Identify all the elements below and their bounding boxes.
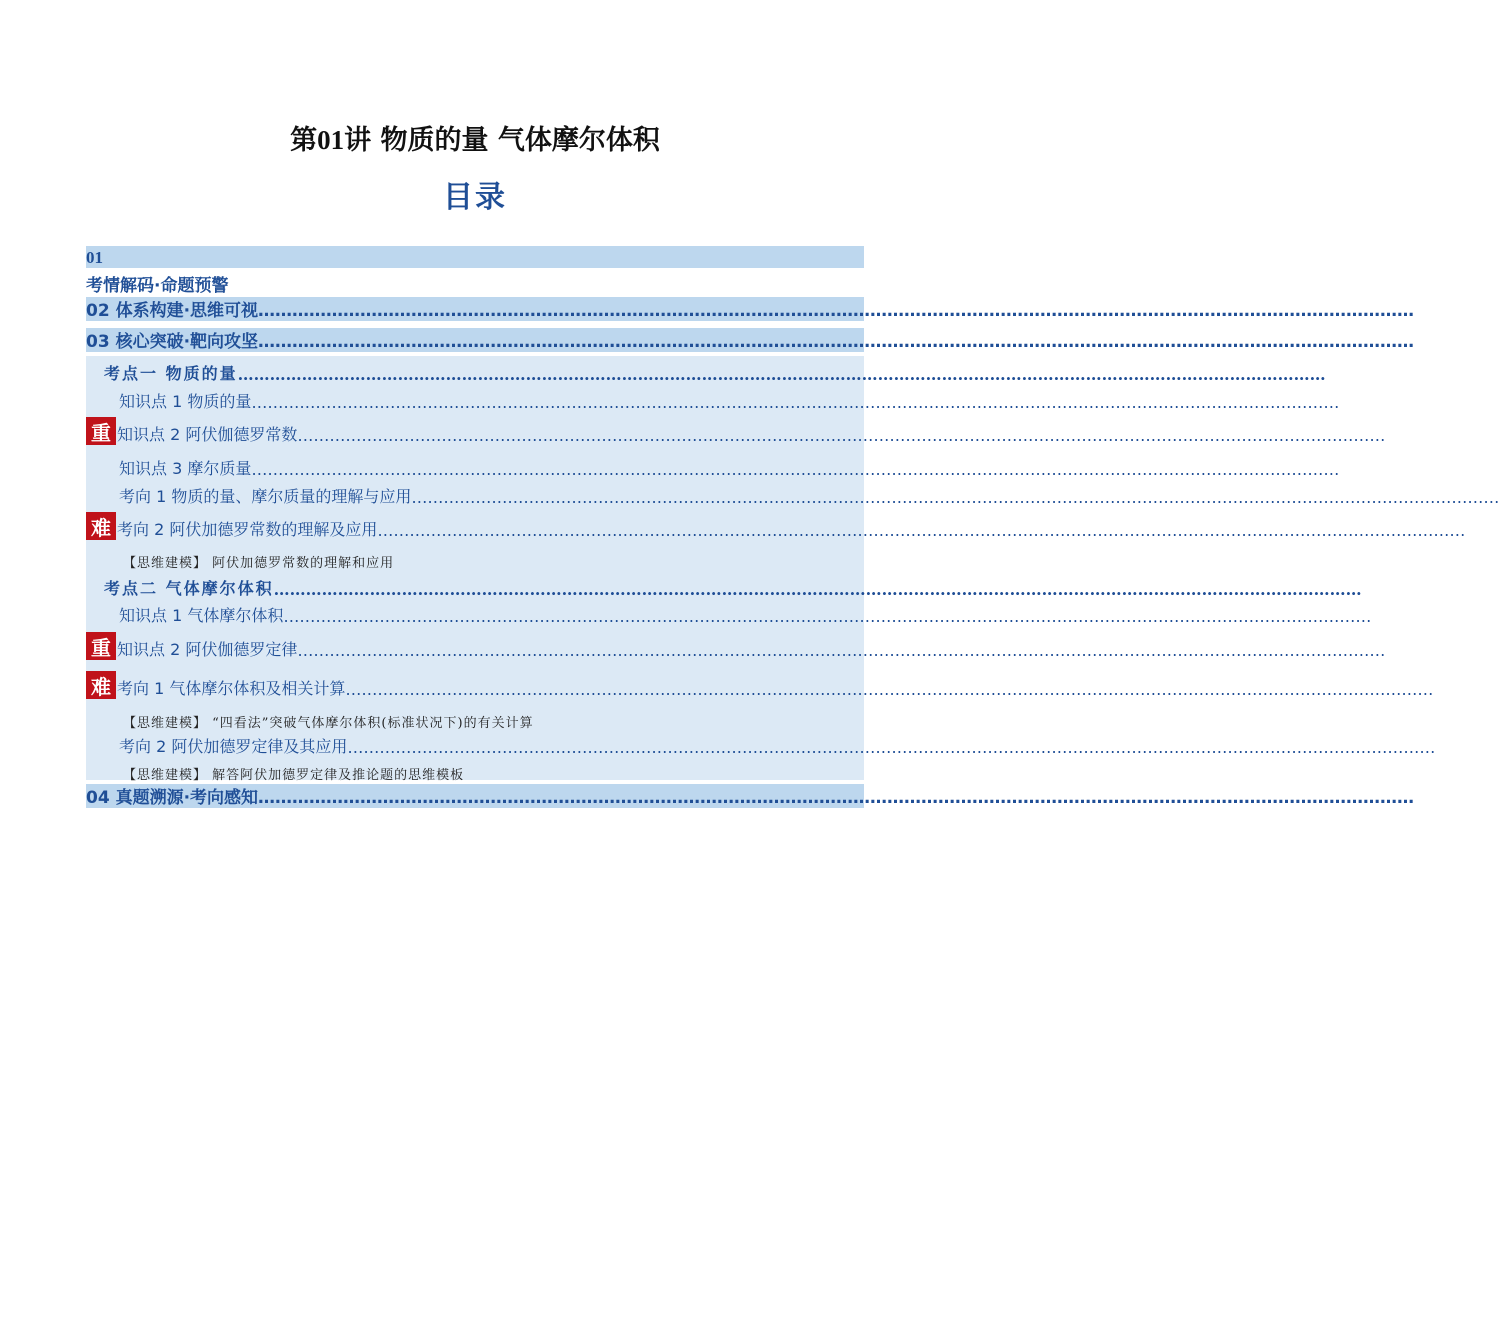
toc-kaodian-2[interactable]: 考点二 气体摩尔体积 …………………………………………………………………………………………………………………………………………………………………………………… (104, 579, 1362, 599)
leader-dots: …………………………………………………………………………………………………………………………………………………………………………………… (283, 607, 1372, 626)
leader-dots: …………………………………………………………………………………………………………………………………………………………………………………… (251, 460, 1340, 479)
toc-heading: 目录 (443, 180, 507, 215)
toc-kd2-zhishidian-1[interactable]: 知识点 1 气体摩尔体积 …………………………………………………………………………………………………………………………………………………………………………………… (119, 606, 1372, 626)
title-text: 讲 物质的量 气体摩尔体积 (344, 125, 660, 156)
toc-item-02[interactable]: 02 体系构建·思维可视 …………………………………………………………………………………………………………………………………………………………………………………… (86, 301, 1415, 321)
toc-kd1-zhishidian-3[interactable]: 知识点 3 摩尔质量 …………………………………………………………………………………………………………………………………………………………………………………… (119, 459, 1340, 479)
toc-item-01-number[interactable]: 01 (86, 248, 103, 267)
zhong-badge-icon: 重 (86, 632, 116, 660)
leader-dots: …………………………………………………………………………………………………………………………………………………………………………………… (297, 426, 1386, 445)
toc-kd1-zhishidian-1[interactable]: 知识点 1 物质的量 …………………………………………………………………………………………………………………………………………………………………………………… (119, 392, 1340, 412)
leader-dots: …………………………………………………………………………………………………………………………………………………………………………………… (345, 680, 1434, 699)
toc-kd2-kaoxiang-2[interactable]: 考向 2 阿伏加德罗定律及其应用 …………………………………………………………………………………………………………………………………………………………………………………… (119, 737, 1436, 757)
nan-badge-icon: 难 (86, 512, 116, 540)
toc-kd2-model-1[interactable]: 【思维建模】 “四看法”突破气体摩尔体积(标准状况下)的有关计算 (123, 716, 534, 731)
toc-kd1-model[interactable]: 【思维建模】 阿伏加德罗常数的理解和应用 (123, 556, 395, 571)
leader-dots: …………………………………………………………………………………………………………………………………………………………………………………… (347, 738, 1436, 757)
nan-badge-icon: 难 (86, 671, 116, 699)
toc-item-01-title[interactable]: 考情解码·命题预警 (86, 276, 229, 296)
leader-dots: …………………………………………………………………………………………………………………………………………………………………………………… (297, 641, 1386, 660)
leader-dots: …………………………………………………………………………………………………………………………………………………………………………………… (251, 393, 1340, 412)
toc-item-04[interactable]: 04 真题溯源·考向感知 …………………………………………………………………………………………………………………………………………………………………………………… (86, 788, 1415, 808)
toc-kd2-zhishidian-2[interactable]: 知识点 2 阿伏伽德罗定律 …………………………………………………………………………………………………………………………………………………………………………………… (117, 640, 1386, 660)
leader-dots: …………………………………………………………………………………………………………………………………………………………………………………… (258, 332, 1415, 352)
leader-dots: …………………………………………………………………………………………………………………………………………………………………………………… (377, 521, 1466, 540)
toc-kaodian-1[interactable]: 考点一 物质的量 …………………………………………………………………………………………………………………………………………………………………………………… (104, 364, 1326, 384)
toc-kd2-model-2[interactable]: 【思维建模】 解答阿伏加德罗定律及推论题的思维模板 (123, 768, 465, 783)
leader-dots: …………………………………………………………………………………………………………………………………………………………………………………… (258, 301, 1415, 321)
leader-dots: …………………………………………………………………………………………………………………………………………………………………………………… (273, 580, 1362, 599)
page-title (0, 118, 950, 157)
toc-item-03[interactable]: 03 核心突破·靶向攻坚 …………………………………………………………………………………………………………………………………………………………………………………… (86, 332, 1415, 352)
title-prefix: 第 (290, 125, 318, 156)
leader-dots: …………………………………………………………………………………………………………………………………………………………………………………… (411, 488, 1499, 507)
leader-dots: …………………………………………………………………………………………………………………………………………………………………………………… (237, 365, 1326, 384)
leader-dots: …………………………………………………………………………………………………………………………………………………………………………………… (258, 788, 1415, 808)
toc-kd1-kaoxiang-1[interactable]: 考向 1 物质的量、摩尔质量的理解与应用 …………………………………………………………………………………………………………………………………………………………………………………… (119, 487, 1499, 507)
title-number: 01 (317, 125, 345, 155)
zhong-badge-icon: 重 (86, 417, 116, 445)
toc-kd2-kaoxiang-1[interactable]: 考向 1 气体摩尔体积及相关计算 …………………………………………………………………………………………………………………………………………………………………………………… (117, 679, 1434, 699)
toc-kd1-kaoxiang-2[interactable]: 考向 2 阿伏加德罗常数的理解及应用 …………………………………………………………………………………………………………………………………………………………………………………… (117, 520, 1466, 540)
toc-kd1-zhishidian-2[interactable]: 知识点 2 阿伏伽德罗常数 …………………………………………………………………………………………………………………………………………………………………………………… (117, 425, 1386, 445)
